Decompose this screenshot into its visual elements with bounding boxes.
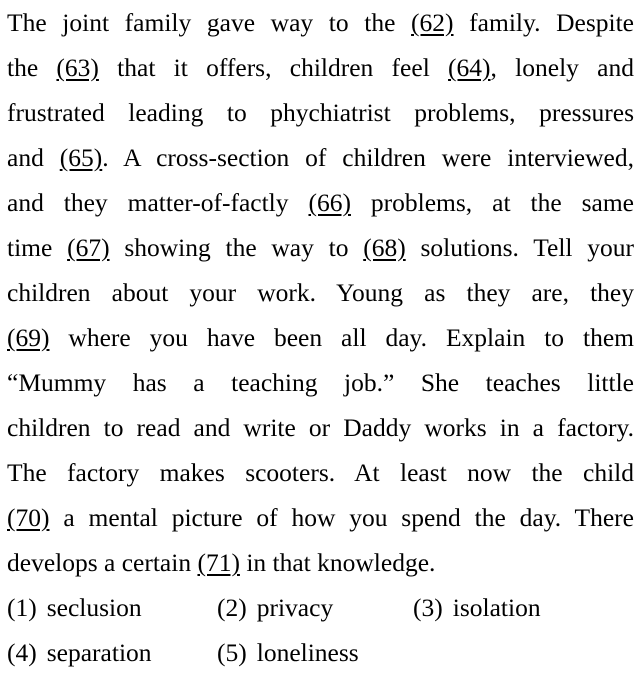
- option-number: (2): [217, 593, 247, 622]
- passage-line-3: frustrated leading to phychiatrist problems, pressures: [7, 98, 634, 127]
- passage-line-6: time (67) showing the way to (68) solutions. Tell your: [7, 233, 634, 262]
- option-1: [7, 585, 142, 630]
- option-text: separation: [46, 638, 152, 667]
- passage-line-12: (70) a mental picture of how you spend the day. There: [7, 503, 634, 532]
- passage-line-5: and they matter-of-factly (66) problems, at the same: [7, 188, 634, 217]
- blank-64: (64): [448, 53, 491, 82]
- passage-line-4: and (65). A cross-section of children were interviewed,: [7, 143, 634, 172]
- option-text: privacy: [256, 593, 334, 622]
- blank-68: (68): [363, 233, 406, 262]
- blank-65: (65): [59, 143, 103, 172]
- passage-line-9: “Mummy has a teaching job.” She teaches little: [7, 368, 634, 397]
- option-2: [217, 585, 333, 630]
- passage-line-1: The joint family gave way to the (62) family. Despite: [7, 8, 634, 37]
- blank-63: (63): [56, 53, 99, 82]
- passage-line-8: (69) where you have been all day. Explain to them: [7, 323, 634, 352]
- passage-line-11: The factory makes scooters. At least now the child: [7, 458, 634, 487]
- blank-62: (62): [411, 8, 454, 37]
- blank-71: (71): [197, 548, 240, 577]
- passage-line-10: children to read and write or Daddy works in a factory.: [7, 413, 634, 442]
- blank-70: (70): [7, 503, 50, 532]
- passage-line-13: develops a certain (71) in that knowledge.: [7, 548, 436, 577]
- blank-67: (67): [67, 233, 110, 262]
- blank-66: (66): [308, 188, 351, 217]
- passage-line-7: children about your work. Young as they are, they: [7, 278, 634, 307]
- option-number: (4): [7, 638, 37, 667]
- option-3: [413, 585, 541, 630]
- option-4: [7, 630, 152, 675]
- option-number: (3): [413, 593, 443, 622]
- option-number: (1): [7, 593, 37, 622]
- blank-69: (69): [7, 323, 50, 352]
- option-5: [217, 630, 359, 675]
- option-text: loneliness: [256, 638, 359, 667]
- option-number: (5): [217, 638, 247, 667]
- passage-line-2: the (63) that it offers, children feel (64), lonely and: [7, 53, 634, 82]
- option-text: isolation: [452, 593, 541, 622]
- option-text: seclusion: [46, 593, 142, 622]
